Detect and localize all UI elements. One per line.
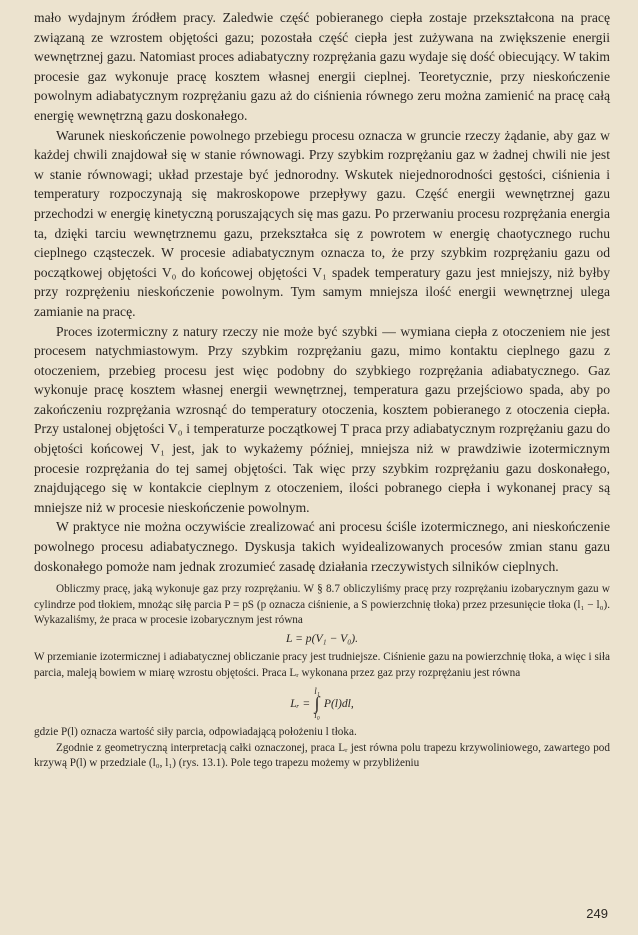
- small-paragraph-4: Zgodnie z geometryczną interpretacją całki oznaczonej, praca Lᵣ jest równa polu trapezu krzywoliniowego, zawartego pod krzywą P(l) w przedziale (l₀, l₁) (rys. 13.1). Pole tego trapezu możemy w przybliżeniu: [34, 741, 610, 770]
- integral-lower-limit: l₀: [314, 710, 320, 721]
- page-number: 249: [586, 906, 608, 921]
- integral-upper-limit: l₁: [314, 686, 320, 697]
- paragraph-1: mało wydajnym źródłem pracy. Zaledwie część pobieranego ciepła zostaje przekształcona na pracę związaną ze wzrostem objętości gazu; pozostała część ciepła jest zużywana na zwiększenie energii wewnętrznej gazu. Natomiast proces adiabatyczny rozprężania gazu wydaje się dość obiecujący. W takim procesie gaz wykonuje pracę kosztem własnej energii cieplnej. Teoretycznie, przy nieskończenie powolnym adiabatycznym rozprężaniu gazu aż do ciśnienia równego zeru można zamienić na pracę całą energię wewnętrzną gazu doskonałego.: [34, 10, 610, 123]
- paragraph-2: Warunek nieskończenie powolnego przebiegu procesu oznacza w gruncie rzeczy żądanie, aby gaz w każdej chwili znajdował się w stanie równowagi. Przy szybkim rozprężaniu gaz w żadnej chwili nie jest w stanie równowagi; układ przestaje być jednorodny. Wskutek niejednorodności gęstości, ciśnienia i temperatury rozpoczynają się makroskopowe przepływy gazu. Część energii wewnętrznej gazu przechodzi w energię kinetyczną poruszających się mas gazu. Po przerwaniu procesu rozprężania energia ta, dzięki tarciu wewnętrznemu gazu, przekształca się z powrotem w energię chaotycznego ruchu cieplnego cząsteczek. W procesie adiabatycznym oznacza to, że przy szybkim rozprężaniu gazu od początkowej objętości V₀ do końcowej objętości V₁ spadek temperatury gazu jest mniejszy, niż byłby przy rozprężeniu nieskończenie powolnym. Tym samym mniejsza ilość energii wewnętrznej ulega zamianie na pracę.: [34, 127, 610, 319]
- integral-rhs: P(l)dl,: [323, 696, 354, 710]
- small-print-section: [34, 582, 610, 771]
- paragraph-3: Proces izotermiczny z natury rzeczy nie może być szybki — wymiana ciepła z otoczeniem nie jest procesem natychmiastowym. Przy szybkim rozprężaniu gazu, mimo kontaktu cieplnego gazu z otoczeniem, przebieg procesu jest więc podobny do szybkiego rozprężania adiabatycznego. Gaz wykonuje pracę kosztem własnej energii wewnętrznej, temperatura gazu przejściowo spada, aby po zakończeniu rozprężania wzrosnąć do temperatury otoczenia, kosztem pobieranego z otoczenia ciepła. Przy ustalonej objętości V₀ i temperaturze początkowej T praca przy adiabatycznym rozprężaniu gazu do objętości końcowej V₁ jest, jak to wykażemy później, mniejsza niż w prawdziwie izotermicznym procesie rozprężania do tej samej objętości. Tak więc przy szybkim rozprężaniu gazu doskonałego, znajdującego się w kontakcie cieplnym z otoczeniem, ilości pobranego ciepła i wykonanej pracy są mniejsze niż w procesie nieskończenie powolnym.: [34, 323, 610, 515]
- paragraph-4: W praktyce nie można oczywiście zrealizować ani procesu ściśle izotermicznego, ani nieskończenie powolnego procesu adiabatycznego. Dyskusja takich wyidealizowanych procesów zmian stanu gazu doskonałego pomoże nam jednak zrozumieć zasadę działania rzeczywistych silników cieplnych.: [34, 519, 610, 574]
- formula-integral-work: [34, 685, 610, 721]
- small-paragraph-3: gdzie P(l) oznacza wartość siły parcia, odpowiadającą położeniu l tłoka.: [34, 726, 357, 739]
- small-paragraph-2: W przemianie izotermicznej i adiabatycznej obliczanie pracy jest trudniejsze. Ciśnienie gazu na powierzchnię tłoka, a więc i siła parcia, maleją bowiem w miarę wzrostu objętości. Praca Lᵣ wykonana przez gaz przy rozprężaniu jest równa: [34, 651, 610, 679]
- integral-lhs: Lᵣ =: [290, 696, 311, 710]
- small-paragraph-1: Obliczmy pracę, jaką wykonuje gaz przy rozprężaniu. W § 8.7 obliczyliśmy pracę przy rozprężaniu izobarycznym gazu w cylindrze pod tłokiem, mnożąc siłę parcia P = pS (p oznacza ciśnienie, a S powierzchnię tłoka) przez przesunięcie tłoka (l₁ − l₀). Wykazaliśmy, że praca w procesie izobarycznym jest równa: [34, 583, 610, 627]
- integral-sign: ∫: [314, 693, 320, 714]
- formula-isobaric-work: L = p(V₁ − V₀).: [285, 632, 359, 646]
- integral-symbol: [314, 685, 320, 721]
- main-text: [34, 8, 610, 576]
